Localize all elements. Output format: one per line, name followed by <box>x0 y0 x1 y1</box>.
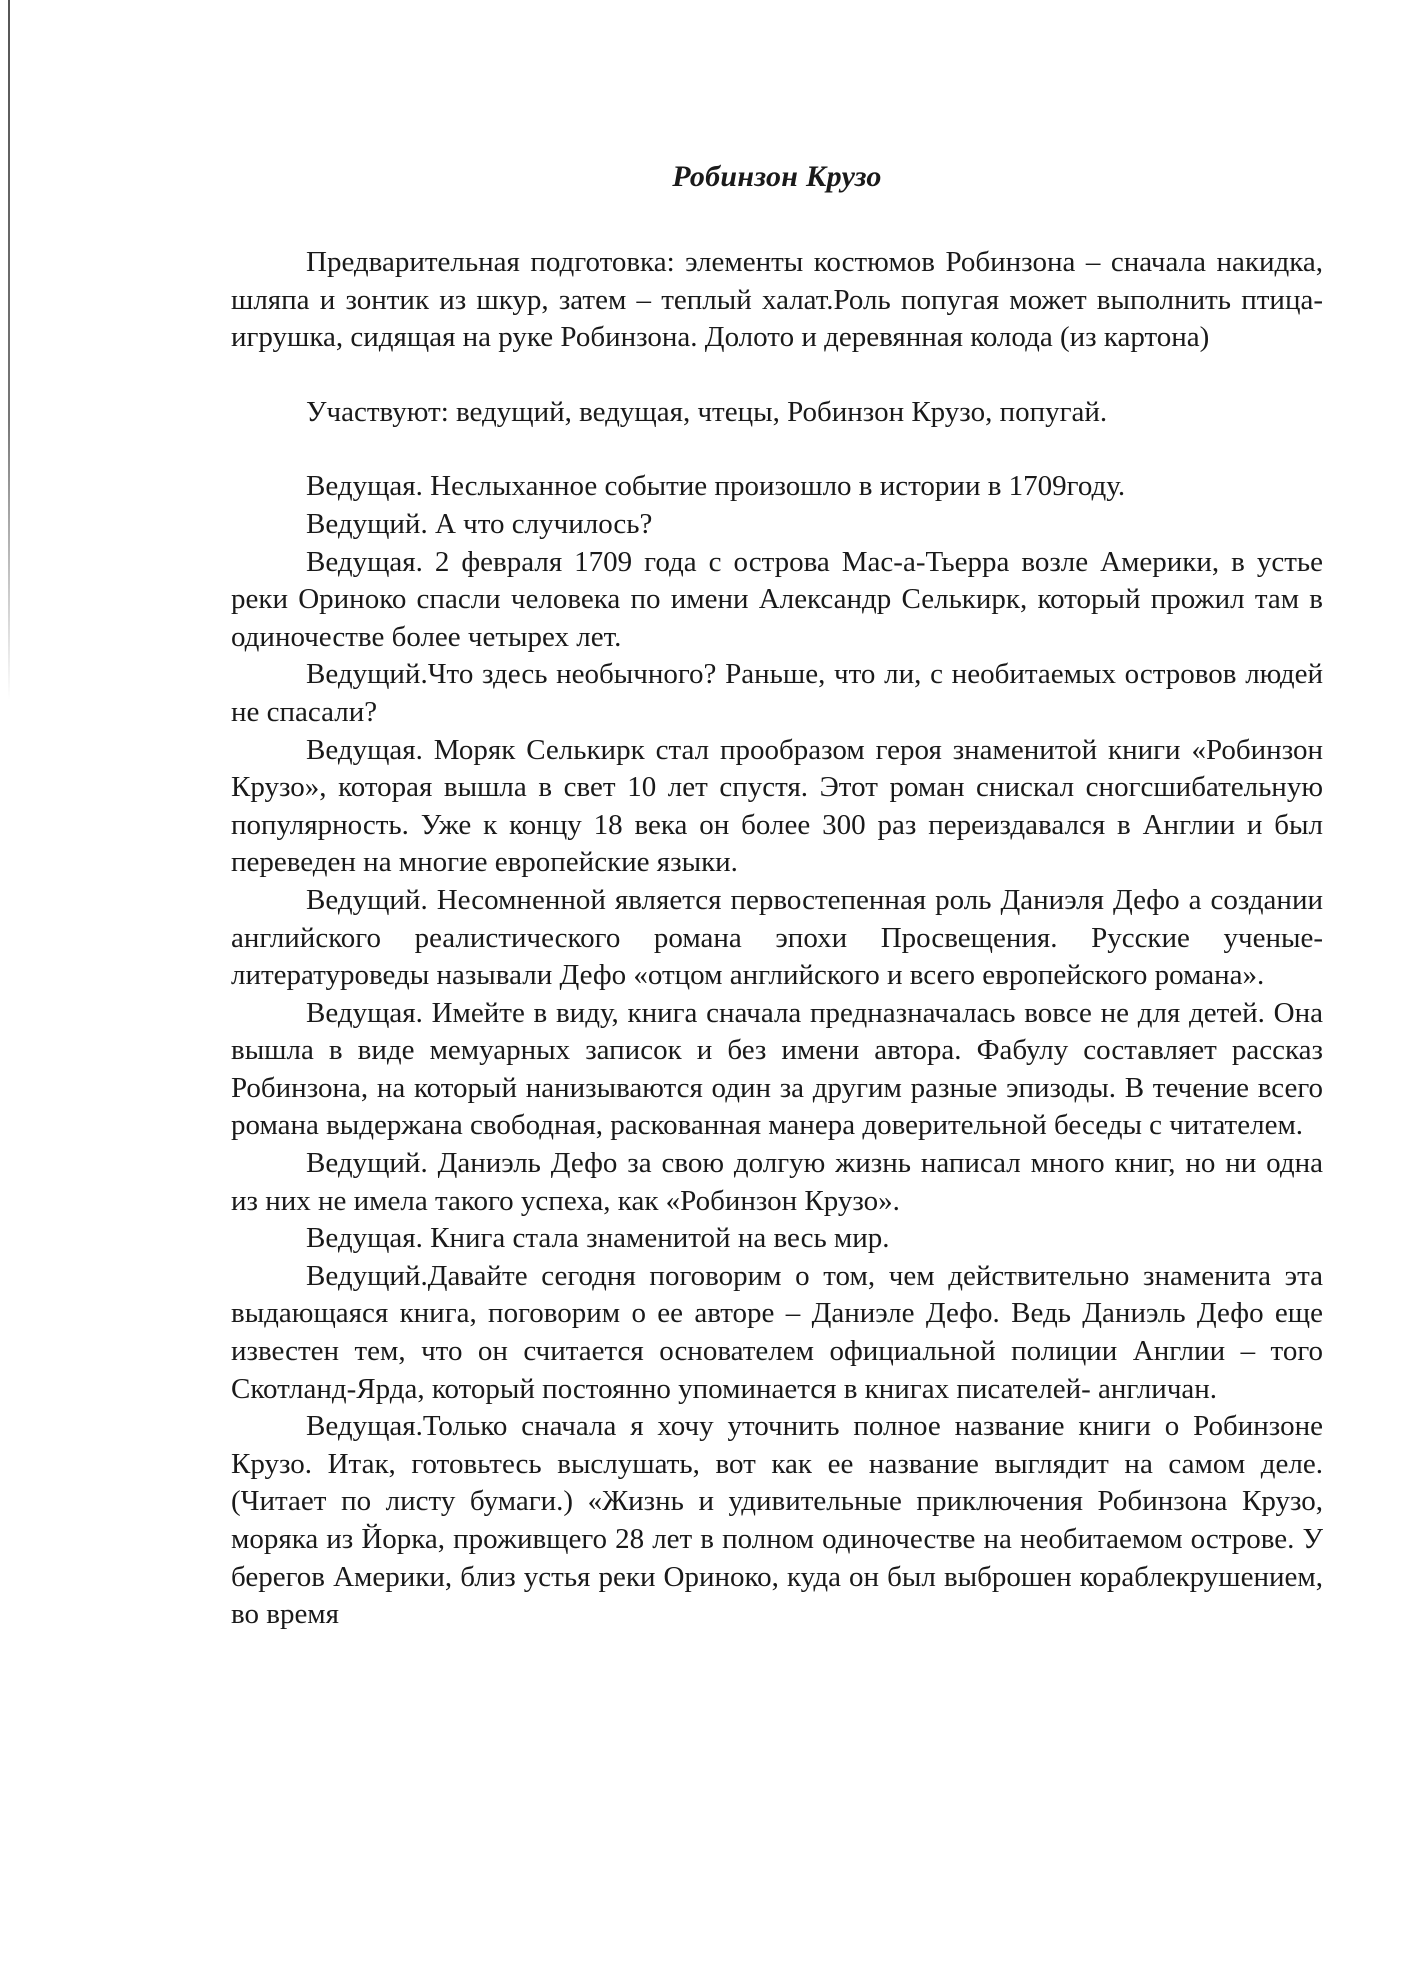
dialogue-line: Ведущий.Что здесь необычного? Раньше, что ли, с необитаемых островов людей не спасали? <box>231 658 1323 728</box>
dialogue-line: Ведущая. Моряк Селькирк стал прообразом героя знаменитой книги «Робинзон Крузо», которая вышла в свет 10 лет спустя. Этот роман снискал сногсшибательную популярность. Уже к концу 18 века он более 300 раз переиздавался в Англии и был переведен на многие европейские языки. <box>231 733 1323 879</box>
document-title: Робинзон Крузо <box>672 160 882 193</box>
dialogue-line: Ведущий.Давайте сегодня поговорим о том, чем действительно знаменита эта выдающаяся книга, поговорим о ее авторе – Даниэле Дефо. Ведь Даниэль Дефо еще известен тем, что он считается основателем официальной полиции Англии – того Скотланд-Ярда, который постоянно упоминается в книгах писателей- англичан. <box>231 1259 1323 1405</box>
dialogue-line: Ведущая. Неслыханное событие произошло в истории в 1709году. <box>306 470 1126 503</box>
intro-participants: Участвуют: ведущий, ведущая, чтецы, Робинзон Крузо, попугай. <box>306 395 1108 428</box>
document-page <box>231 158 1323 1634</box>
dialogue-line: Ведущая. Книга стала знаменитой на весь мир. <box>306 1222 890 1255</box>
dialogue-line: Ведущая. Имейте в виду, книга сначала предназначалась вовсе не для детей. Она вышла в виде мемуарных записок и без имени автора. Фабулу составляет рассказ Робинзона, на который нанизываются один за другим разные эпизоды. В течение всего романа выдержана свободная, раскованная манера доверительной беседы с читателем. <box>231 996 1323 1142</box>
intro-preparation: Предварительная подготовка: элементы костюмов Робинзона – сначала накидка, шляпа и зонтик из шкур, затем – теплый халат.Роль попугая может выполнить птица-игрушка, сидящая на руке Робинзона. Долото и деревянная колода (из картона) <box>231 246 1323 354</box>
scan-edge-line <box>8 0 10 700</box>
dialogue-line: Ведущий. Даниэль Дефо за свою долгую жизнь написал много книг, но ни одна из них не имела такого успеха, как «Робинзон Крузо». <box>231 1147 1323 1217</box>
dialogue-line: Ведущий. Несомненной является первостепенная роль Даниэля Дефо а создании английского реалистического романа эпохи Просвещения. Русские ученые-литературоведы называли Дефо «отцом английского и всего европейского романа». <box>231 883 1323 992</box>
dialogue-line: Ведущий. А что случилось? <box>306 507 653 540</box>
dialogue-line: Ведущая.Только сначала я хочу уточнить полное название книги о Робинзоне Крузо. Итак, готовьтесь выслушать, вот как ее название выглядит на самом деле. (Читает по листу бумаги.) «Жизнь и удивительные приключения Робинзона Крузо, моряка из Йорка, проживщего 28 лет в полном одиночестве на необитаемом острове. У берегов Америки, близ устья реки Ориноко, куда он был выброшен кораблекрушением, во время <box>231 1410 1323 1631</box>
dialogue-line: Ведущая. 2 февраля 1709 года с острова Мас-а-Тьерра возле Америки, в устье реки Ориноко спасли человека по имени Александр Селькирк, который прожил там в одиночестве более четырех лет. <box>231 545 1323 653</box>
